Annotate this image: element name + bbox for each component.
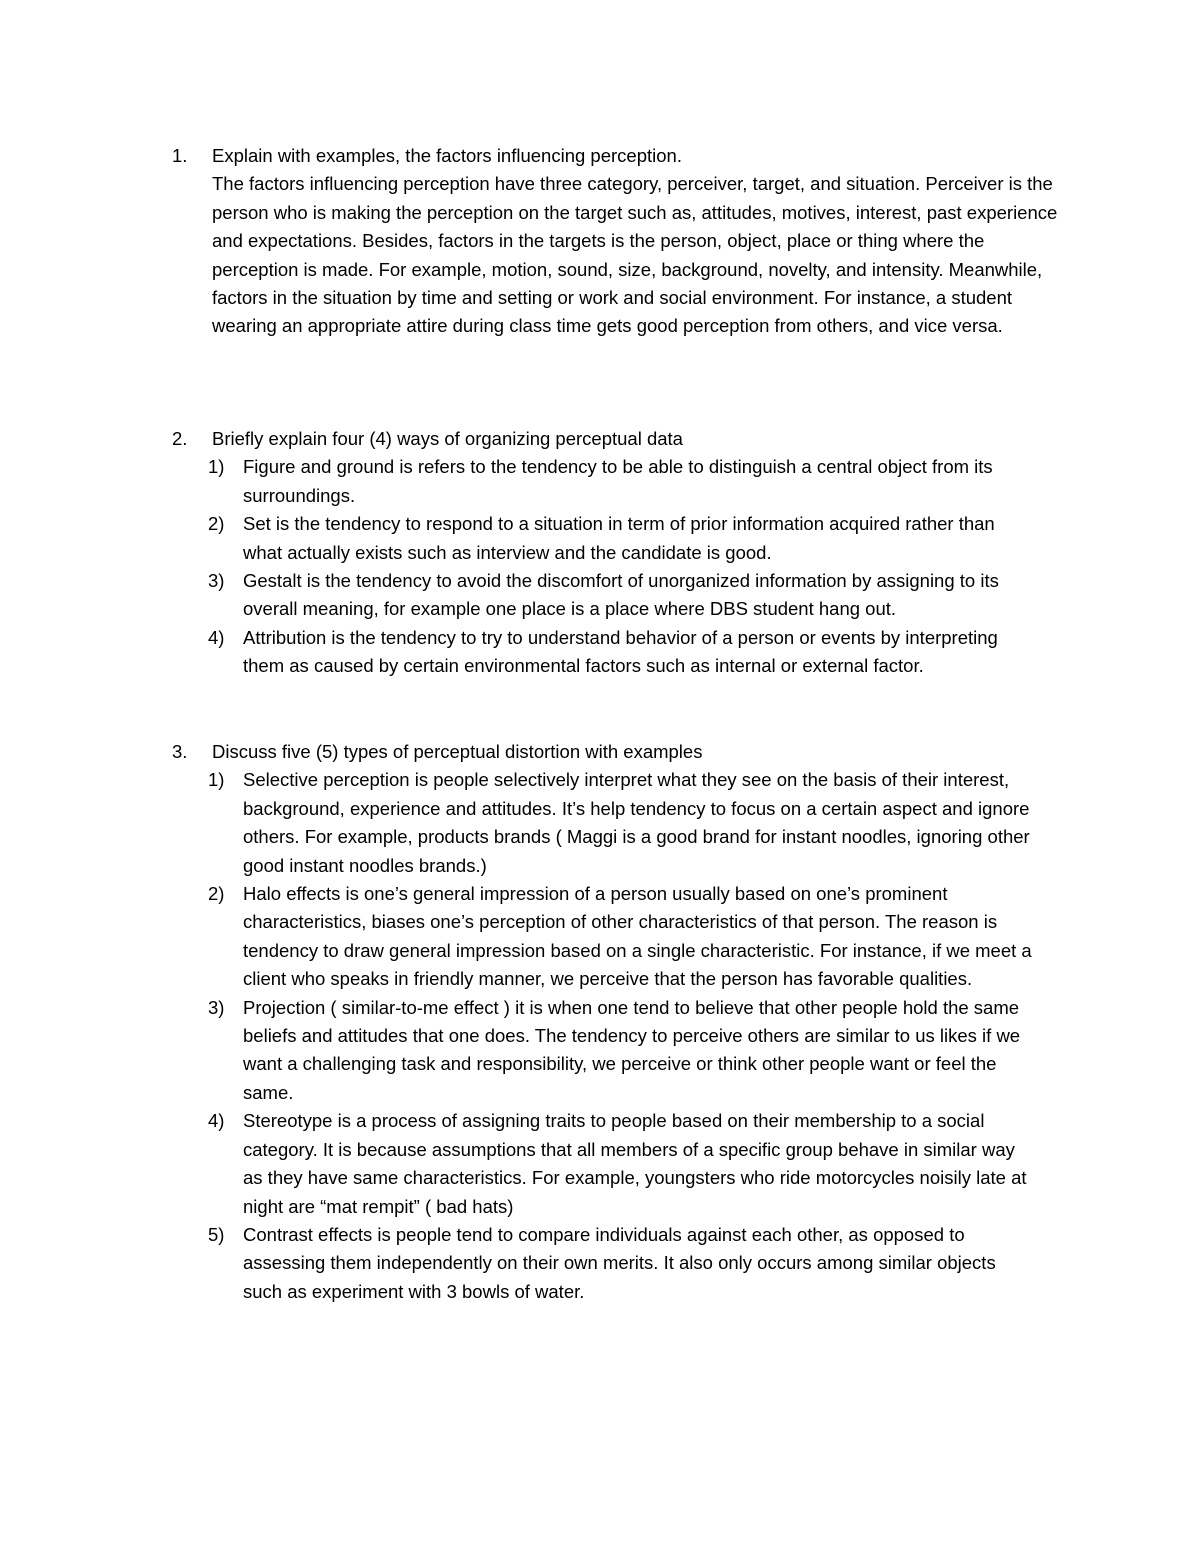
list-item-text: Attribution is the tendency to try to understand behavior of a person or events by interpreting them as caused by certain environmental factors such as internal or external factor. bbox=[243, 626, 998, 677]
question-2 bbox=[172, 425, 1072, 681]
question-title: Explain with examples, the factors influencing perception. bbox=[212, 145, 682, 166]
list-item-text: Halo effects is one’s general impression of a person usually based on one’s prominent characteristics, biases one’s perception of other characteristics of that person. The reason is tendency to draw general impression based on a single characteristic. For instance, if we meet a client who speaks in friendly manner, we perceive that the person has favorable qualities. bbox=[243, 883, 1032, 990]
answer-list bbox=[172, 453, 1072, 680]
list-item bbox=[172, 880, 1072, 994]
list-item-text: Contrast effects is people tend to compare individuals against each other, as opposed to assessing them independently on their own merits. It also only occurs among similar objects such as experiment with 3 bowls of water. bbox=[243, 1223, 996, 1302]
list-item-text: Figure and ground is refers to the tendency to be able to distinguish a central object from its surroundings. bbox=[243, 456, 993, 506]
list-item-number: 3) bbox=[208, 996, 225, 1018]
question-number: 2. bbox=[172, 428, 188, 449]
list-item bbox=[172, 1221, 1072, 1306]
list-item bbox=[172, 510, 1072, 567]
question-answer: The factors influencing perception have three category, perceiver, target, and situation. Perceiver is the person who is making the perception on the target such as, attitudes, motives, interest, past experience and expectations. Besides, factors in the targets is the person, object, place or thing where the perception is made. For example, motion, sound, size, background, novelty, and intensity. Meanwhile, factors in the situation by time and setting or work and social environment. For instance, a student wearing an appropriate attire during class time gets good perception from others, and vice versa. bbox=[212, 173, 1058, 337]
question-1 bbox=[172, 142, 1072, 341]
answer-list bbox=[172, 766, 1072, 1306]
list-item-number: 1) bbox=[208, 456, 225, 478]
list-item bbox=[172, 994, 1072, 1108]
question-3 bbox=[172, 738, 1072, 1306]
list-item-number: 1) bbox=[208, 769, 225, 791]
list-item bbox=[172, 624, 1072, 681]
list-item-text: Stereotype is a process of assigning traits to people based on their membership to a social category. It is because assumptions that all members of a specific group behave in similar way as they have same characteristics. For example, youngsters who ride motorcycles noisily late at night are “mat rempit” ( bad hats) bbox=[243, 1110, 1027, 1217]
question-title: Briefly explain four (4) ways of organizing perceptual data bbox=[212, 428, 683, 449]
list-item-number: 2) bbox=[208, 513, 225, 535]
list-item bbox=[172, 453, 1072, 510]
list-item bbox=[172, 1107, 1072, 1221]
question-number: 3. bbox=[172, 741, 188, 762]
list-item-text: Projection ( similar-to-me effect ) it is when one tend to believe that other people hold the same beliefs and attitudes that one does. The tendency to perceive others are similar to us likes if we want a challenging task and responsibility, we perceive or think other people want or feel the same. bbox=[243, 996, 1021, 1103]
list-item-text: Gestalt is the tendency to avoid the discomfort of unorganized information by assigning to its overall meaning, for example one place is a place where DBS student hang out. bbox=[243, 570, 999, 620]
question-title: Discuss five (5) types of perceptual distortion with examples bbox=[212, 741, 703, 762]
list-item-text: Selective perception is people selectively interpret what they see on the basis of their interest, background, experience and attitudes. It’s help tendency to focus on a certain aspect and ignore others. For example, products brands ( Maggi is a good brand for instant noodles, ignoring other good instant noodles brands.) bbox=[243, 769, 1030, 876]
list-item-number: 2) bbox=[208, 883, 225, 905]
list-item-number: 5) bbox=[208, 1223, 225, 1245]
list-item bbox=[172, 766, 1072, 880]
list-item-number: 3) bbox=[208, 570, 225, 592]
list-item-text: Set is the tendency to respond to a situation in term of prior information acquired rather than what actually exists such as interview and the candidate is good. bbox=[243, 513, 995, 563]
list-item-number: 4) bbox=[208, 1110, 225, 1132]
list-item-number: 4) bbox=[208, 626, 225, 648]
list-item bbox=[172, 567, 1072, 624]
question-number: 1. bbox=[172, 145, 188, 166]
